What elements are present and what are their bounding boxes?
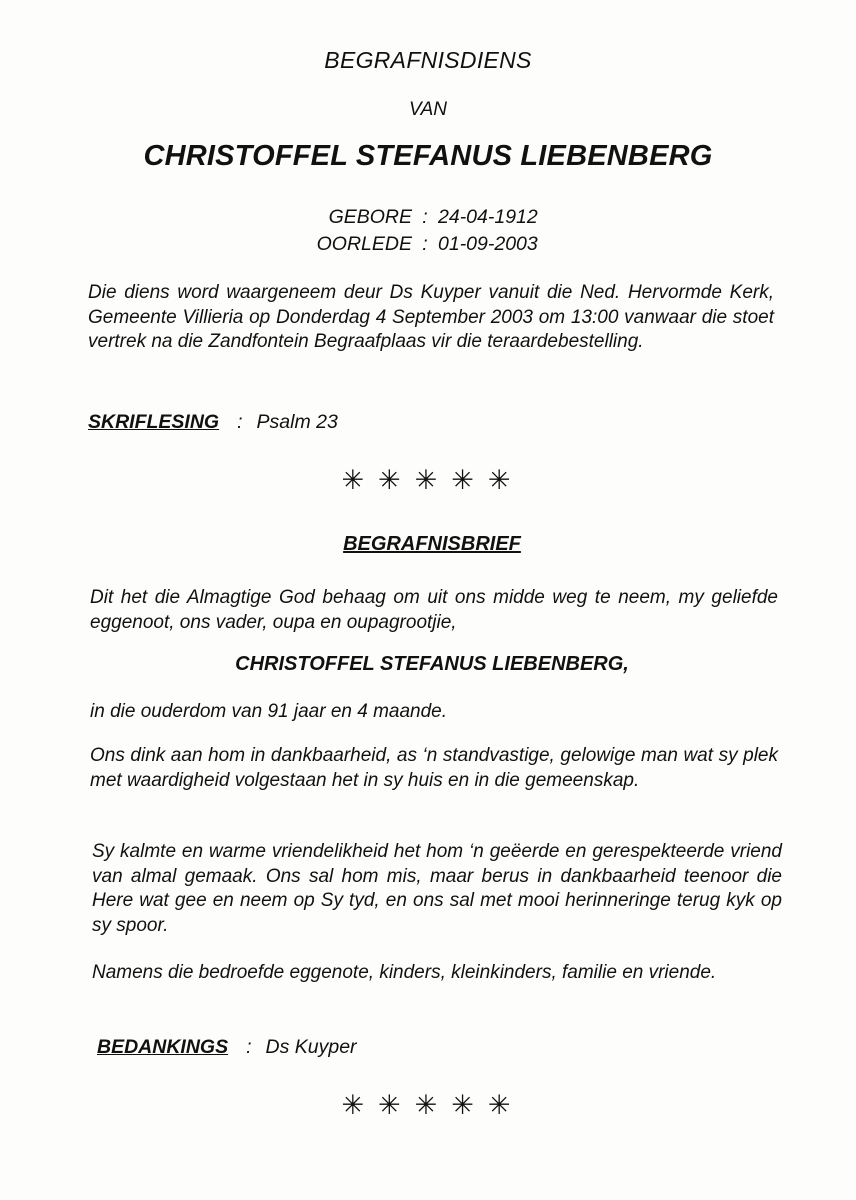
ornament-divider-top: ✳✳✳✳✳ bbox=[341, 465, 525, 495]
died-label: OORLEDE bbox=[316, 233, 412, 255]
bedankings-separator: : bbox=[246, 1036, 252, 1058]
document-title: BEGRAFNISDIENS bbox=[324, 47, 532, 73]
bedankings-row bbox=[97, 1036, 357, 1059]
dates-block bbox=[298, 204, 538, 258]
born-value: 24-04-1912 bbox=[438, 206, 538, 228]
brief-paragraph-3: Sy kalmte en warme vriendelikheid het hom ‘n geëerde en gerespekteerde vriend van almal gemaak. Ons sal hom mis, maar berus in dankbaarheid teenoor die Here wat gee en neem op Sy tyd, en ons sal met mooi herinneringe terug kyk op sy spoor. bbox=[92, 841, 782, 936]
skriflesing-value: Psalm 23 bbox=[256, 411, 338, 433]
brief-paragraph-2: Ons dink aan hom in dankbaarheid, as ‘n standvastige, gelowige man wat sy plek met waardigheid volgestaan het in sy huis en in die gemeenskap. bbox=[90, 745, 778, 791]
died-value: 01-09-2003 bbox=[438, 233, 538, 255]
died-row bbox=[298, 231, 538, 258]
brief-paragraph-4: Namens die bedroefde eggenote, kinders, kleinkinders, familie en vriende. bbox=[92, 962, 717, 983]
born-row bbox=[298, 204, 538, 231]
deceased-name: CHRISTOFFEL STEFANUS LIEBENBERG bbox=[143, 140, 713, 172]
begrafnisbrief-title: BEGRAFNISBRIEF bbox=[343, 533, 521, 555]
bedankings-label: BEDANKINGS bbox=[97, 1036, 229, 1058]
born-separator: : bbox=[422, 206, 428, 228]
born-label: GEBORE bbox=[328, 206, 412, 228]
age-line: in die ouderdom van 91 jaar en 4 maande. bbox=[90, 701, 448, 722]
skriflesing-label: SKRIFLESING bbox=[88, 411, 220, 433]
ornament-divider-bottom: ✳✳✳✳✳ bbox=[341, 1090, 525, 1120]
van-line: VAN bbox=[408, 99, 448, 120]
skriflesing-row bbox=[88, 411, 338, 434]
deceased-name-repeat: CHRISTOFFEL STEFANUS LIEBENBERG, bbox=[235, 653, 629, 675]
bedankings-value: Ds Kuyper bbox=[265, 1036, 357, 1058]
died-separator: : bbox=[422, 233, 428, 255]
service-intro-paragraph: Die diens word waargeneem deur Ds Kuyper vanuit die Ned. Hervormde Kerk, Gemeente Villieria op Donderdag 4 September 2003 om 13:00 vanwaar die stoet vertrek na die Zandfontein Begraafplaas vir die teraardebestelling. bbox=[88, 282, 774, 352]
skriflesing-separator: : bbox=[237, 411, 243, 433]
brief-paragraph-1: Dit het die Almagtige God behaag om uit ons midde weg te neem, my geliefde eggenoot, ons vader, oupa en oupagrootjie, bbox=[90, 587, 778, 633]
